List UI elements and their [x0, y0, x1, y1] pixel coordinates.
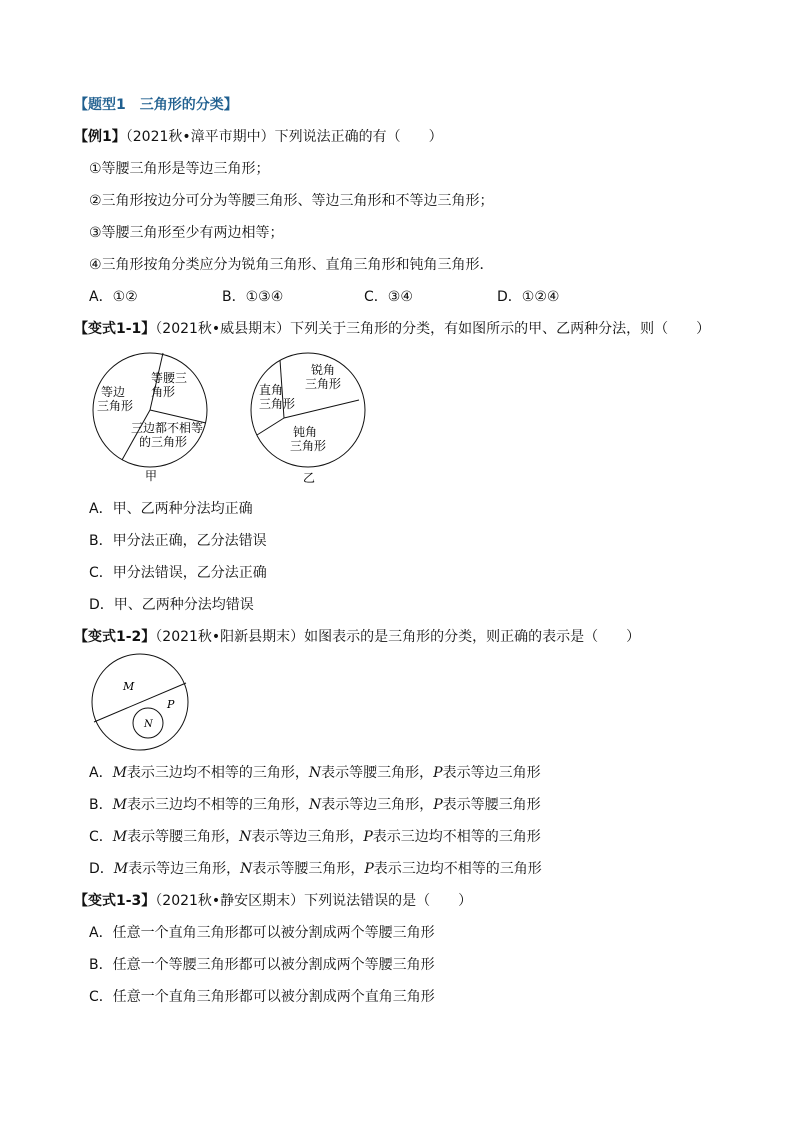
variant13-option-c[interactable]: C．任意一个直角三角形都可以被分割成两个直角三角形 — [89, 989, 435, 1005]
variant12-option-a[interactable] — [89, 763, 541, 783]
figure-label-m: M — [123, 680, 135, 693]
variant11-stem: （2021秋•威县期末）下列关于三角形的分类，有如图所示的甲、乙两种分法，则（ ） — [155, 321, 711, 337]
yi-region-1a: 直角 — [259, 383, 284, 397]
variant13-label: 【变式1-3】 — [74, 893, 156, 909]
var-n: N — [240, 861, 253, 877]
var-m: M — [112, 797, 127, 813]
variant11-question — [74, 319, 710, 339]
example1-option-d[interactable]: D．①②④ — [497, 289, 560, 305]
var-p: P — [433, 765, 443, 781]
figure-yi-divider-2 — [257, 418, 284, 435]
option-letter: C． — [89, 829, 113, 845]
variant13-stem: （2021秋•静安区期末）下列说法错误的是（ ） — [155, 893, 473, 909]
var-p: P — [364, 861, 374, 877]
variant11-label: 【变式1-1】 — [74, 321, 156, 337]
yi-region-1b: 三角形 — [259, 397, 296, 411]
option-text: 表示等腰三角形， — [127, 829, 240, 845]
section-title: 【题型1 三角形的分类】 — [74, 97, 238, 113]
option-text: 表示三边均不相等的三角形， — [126, 797, 309, 813]
figure-label-n: N — [144, 719, 153, 730]
option-letter: A． — [89, 765, 113, 781]
yi-region-3b: 三角形 — [290, 439, 327, 453]
yi-region-3a: 钝角 — [293, 425, 318, 439]
variant11-option-a[interactable]: A．甲、乙两种分法均正确 — [89, 501, 253, 517]
option-text: 表示三边均不相等的三角形 — [373, 861, 542, 877]
variant11-option-c[interactable]: C．甲分法错误，乙分法正确 — [89, 565, 267, 581]
option-text: 表示三边均不相等的三角形 — [372, 829, 541, 845]
var-p: P — [363, 829, 373, 845]
variant13-option-a[interactable]: A．任意一个直角三角形都可以被分割成两个等腰三角形 — [89, 925, 435, 941]
option-text: 表示等边三角形 — [442, 765, 541, 781]
option-text: 表示等边三角形， — [128, 861, 241, 877]
example1-option-c[interactable]: C．③④ — [364, 289, 413, 305]
option-text: 表示等腰三角形， — [252, 861, 365, 877]
variant12-label: 【变式1-2】 — [74, 629, 156, 645]
var-p: P — [433, 797, 443, 813]
example1-question — [74, 127, 443, 147]
variant11-option-d[interactable]: D．甲、乙两种分法均错误 — [89, 597, 254, 613]
example1-stem: （2021秋•漳平市期中）下列说法正确的有（ ） — [125, 129, 443, 145]
example1-statement-4: ④三角形按角分类应分为锐角三角形、直角三角形和钝角三角形． — [89, 257, 494, 273]
variant12-question — [74, 627, 640, 647]
jia-region-2a: 等腰三 — [151, 371, 188, 385]
variant12-option-c[interactable] — [89, 827, 541, 847]
var-n: N — [308, 797, 322, 813]
option-text: 表示等腰三角形， — [321, 765, 434, 781]
var-m: M — [112, 829, 128, 845]
figure-yi-caption: 乙 — [303, 471, 316, 485]
variant12-stem: （2021秋•阳新县期末）如图表示的是三角形的分类，则正确的表示是（ ） — [155, 629, 641, 645]
jia-region-1b: 三角形 — [97, 399, 134, 413]
jia-region-3b: 的三角形 — [139, 435, 188, 449]
figure-yi-divider-3 — [284, 400, 359, 418]
example1-label: 【例1】 — [74, 129, 126, 145]
variant13-option-b[interactable]: B．任意一个等腰三角形都可以被分割成两个等腰三角形 — [89, 957, 435, 973]
example1-statement-2: ②三角形按边分可分为等腰三角形、等边三角形和不等边三角形； — [89, 193, 494, 209]
variant12-option-b[interactable] — [89, 795, 541, 815]
option-letter: D． — [89, 861, 114, 877]
var-n: N — [308, 765, 322, 781]
option-text: 表示等边三角形， — [321, 797, 434, 813]
jia-region-2b: 角形 — [151, 385, 176, 399]
variant11-figures — [85, 345, 370, 490]
variant11-option-b[interactable]: B．甲分法正确，乙分法错误 — [89, 533, 267, 549]
figure-yi — [251, 353, 365, 485]
option-text: 表示等腰三角形 — [442, 797, 541, 813]
figure-jia — [93, 353, 207, 483]
variant13-question — [74, 891, 472, 911]
yi-region-2a: 锐角 — [311, 363, 336, 377]
option-text: 表示三边均不相等的三角形， — [126, 765, 309, 781]
variant12-figure — [85, 652, 195, 757]
var-m: M — [113, 861, 129, 877]
example1-statement-1: ①等腰三角形是等边三角形； — [89, 161, 270, 177]
figure-jia-caption: 甲 — [145, 469, 158, 483]
variant12-option-d[interactable] — [89, 859, 542, 879]
var-n: N — [239, 829, 252, 845]
example1-option-a[interactable]: A．①② — [89, 289, 138, 305]
figure-label-p: P — [167, 698, 175, 711]
option-text: 表示等边三角形， — [251, 829, 364, 845]
example1-statement-3: ③等腰三角形至少有两边相等； — [89, 225, 284, 241]
var-m: M — [112, 765, 127, 781]
jia-region-3a: 三边都不相等 — [131, 421, 204, 435]
example1-option-b[interactable]: B．①③④ — [222, 289, 284, 305]
option-letter: B． — [89, 797, 113, 813]
jia-region-1a: 等边 — [101, 385, 126, 399]
yi-region-2b: 三角形 — [305, 377, 342, 391]
